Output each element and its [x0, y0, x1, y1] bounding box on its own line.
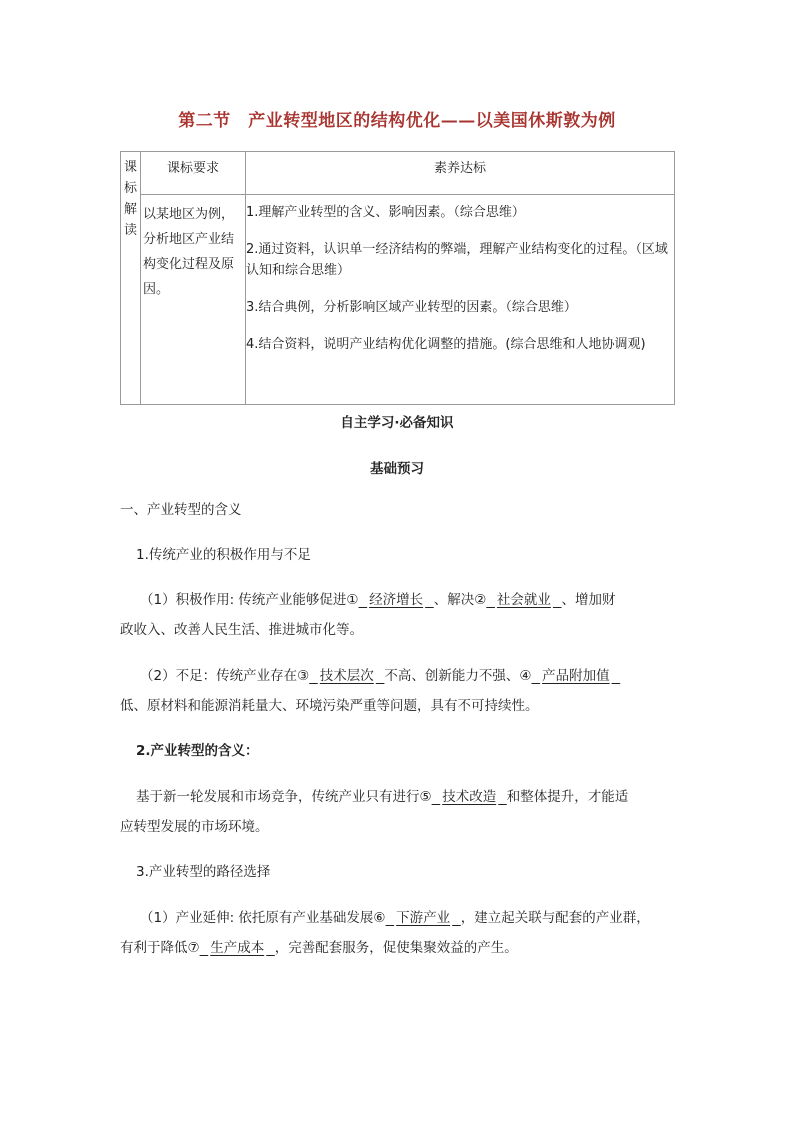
answer-3: 技术层次 — [319, 668, 374, 684]
table-header-row — [121, 152, 675, 195]
item3-p-line1 — [140, 904, 684, 933]
goal-item: 2.通过资料，认识单一经济结构的弊端，理解产业结构变化的过程。（区域认知和综合思维） — [246, 242, 668, 278]
text: ，完善配套服务，促使集聚效益的产生。 — [274, 940, 518, 956]
text: 、解决② — [433, 592, 487, 608]
sub-heading: 基础预习 — [370, 461, 424, 477]
item1-p2-line2: 低、原材料和能源消耗量大、环境污染严重等问题，具有不可持续性。 — [120, 698, 539, 714]
requirement-text: 以某地区为例，分析地区产业结构变化过程及原因。 — [141, 195, 246, 405]
text: 有利于降低⑦ — [120, 940, 200, 956]
goal-item: 4.结合资料，说明产业结构优化调整的措施。(综合思维和人地协调观) — [246, 337, 646, 352]
side-label — [121, 152, 141, 405]
header-requirement: 课标要求 — [141, 152, 246, 195]
goal-item: 1.理解产业转型的含义、影响因素。（综合思维） — [246, 205, 525, 220]
answer-4: 产品附加值 — [542, 668, 610, 684]
part1-title: 一、产业转型的含义 — [120, 502, 242, 518]
text: （1）产业延伸: 依托原有产业基础发展⑥ — [140, 910, 386, 926]
item3-p-line2 — [120, 934, 680, 963]
side-char: 标 — [123, 181, 137, 196]
text: （2）不足：传统产业存在③ — [140, 668, 310, 684]
item3-title: 3.产业转型的路径选择 — [136, 864, 271, 880]
page-title: 第二节 产业转型地区的结构优化——以美国休斯敦为例 — [178, 111, 616, 131]
goals-cell — [246, 195, 675, 405]
text: （1）积极作用: 传统产业能够促进① — [140, 592, 359, 608]
text: 和整体提升，才能适 — [506, 789, 629, 805]
item2-p-line1 — [136, 783, 680, 812]
answer-5: 技术改造 — [442, 789, 497, 805]
item2-p-line2: 应转型发展的市场环境。 — [120, 819, 269, 835]
text: ，建立起关联与配套的产业群， — [460, 910, 650, 926]
answer-6: 下游产业 — [396, 910, 451, 926]
side-char: 解 — [123, 202, 137, 217]
section-heading: 自主学习·必备知识 — [340, 415, 454, 431]
answer-2: 社会就业 — [496, 592, 551, 608]
item1-title: 1.传统产业的积极作用与不足 — [136, 547, 311, 563]
curriculum-table — [120, 151, 675, 405]
item2-title: 2.产业转型的含义： — [136, 743, 259, 759]
item1-p2-line1 — [140, 662, 684, 691]
header-goal: 素养达标 — [246, 152, 675, 195]
text: 、增加财 — [561, 592, 616, 608]
side-char: 课 — [123, 160, 137, 175]
answer-1: 经济增长 — [369, 592, 424, 608]
side-char: 读 — [123, 223, 137, 238]
item1-p1-line1 — [140, 586, 684, 615]
goal-item: 3.结合典例，分析影响区域产业转型的因素。（综合思维） — [246, 300, 577, 315]
text: 不高、创新能力不强、④ — [384, 668, 532, 684]
table-body-row — [121, 195, 675, 405]
item1-p1-line2: 政收入、改善人民生活、推进城市化等。 — [120, 622, 363, 638]
text: 基于新一轮发展和市场竞争，传统产业只有进行⑤ — [136, 789, 432, 805]
answer-7: 生产成本 — [210, 940, 265, 956]
